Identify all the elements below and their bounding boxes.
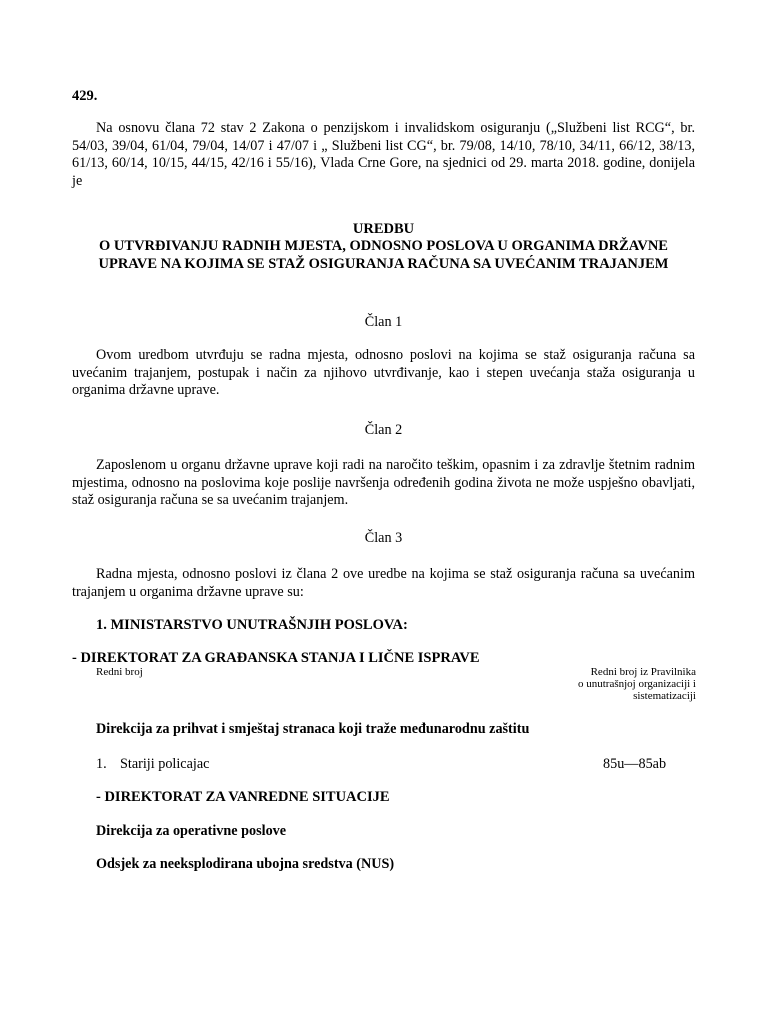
directorate-emergency-heading: - DIREKTORAT ZA VANREDNE SITUACIJE (96, 789, 390, 805)
article-3-paragraph (72, 566, 695, 601)
preamble-paragraph (72, 120, 695, 190)
item-position-name: Stariji policajac (120, 756, 210, 772)
preamble-text: Na osnovu člana 72 stav 2 Zakona o penzijskom i invalidskom osiguranju („Službeni list RCG“, br. 54/03, 39/04, 61/04, 79/04, 14/07 i 47/07 i „ Službeni list CG“, br. 79/08, 14/10, 78/10, 34/11, 66/12, 38/13, 61/13, 60/14, 10/15, 44/15, 42/16 i 55/16), Vlada Crne Gore, na sjednici od 29. marta 2018. godine, donijela je (72, 120, 695, 189)
article-2-paragraph (72, 457, 695, 510)
article-2-heading: Član 2 (364, 422, 403, 438)
article-1-heading: Član 1 (364, 314, 403, 330)
act-number: 429. (72, 88, 98, 104)
column-label-serial: Redni broj (96, 666, 143, 678)
directorate-civil-status-heading: - DIREKTORAT ZA GRAĐANSKA STANJA I LIČNE ISPRAVE (72, 650, 480, 666)
ministry-heading: 1. MINISTARSTVO UNUTRAŠNJIH POSLOVA: (96, 617, 408, 633)
article-2-text: Zaposlenom u organu državne uprave koji radi na naročito teškim, opasnim i za zdravlje štetnim radnim mjestima, odnosno na poslovima koje poslije navršenja određenih godina života ne može uspješno obavljati, staž osiguranja računa se sa uvećanim trajanjem. (72, 457, 695, 509)
decree-title: UREDBU (352, 221, 415, 237)
article-1-paragraph (72, 347, 695, 400)
direction-foreigners-heading: Direkcija za prihvat i smještaj stranaca koji traže međunarodnu zaštitu (96, 721, 530, 737)
article-1-text: Ovom uredbom utvrđuju se radna mjesta, odnosno poslovi na kojima se staž osiguranja računa sa uvećanim trajanjem, postupak i način za njihovo utvrđivanje, kao i stepen uvećanja staža osiguranja u organima državne uprave. (72, 347, 695, 399)
column-label-rulebook-3: sistematizaciji (633, 690, 696, 702)
article-3-heading: Član 3 (364, 530, 403, 546)
item-rulebook-code: 85u—85ab (603, 756, 667, 772)
decree-subtitle: O UTVRĐIVANJU RADNIH MJESTA, ODNOSNO POSLOVA U ORGANIMA DRŽAVNE UPRAVE NA KOJIMA SE STAŽ OSIGURANJA RAČUNA SA UVEĆANIM TRAJANJEM (98, 238, 669, 272)
section-nus-heading: Odsjek za neeksplodirana ubojna sredstva (NUS) (96, 856, 395, 872)
item-number: 1. (96, 756, 107, 772)
column-label-rulebook-2: o unutrašnjoj organizaciji i (577, 678, 696, 690)
article-3-text: Radna mjesta, odnosno poslovi iz člana 2 ove uredbe na kojima se staž osiguranja računa sa uvećanim trajanjem u organima državne uprave su: (72, 566, 695, 600)
column-label-rulebook-1: Redni broj iz Pravilnika (590, 666, 696, 678)
direction-operations-heading: Direkcija za operativne poslove (96, 823, 287, 839)
